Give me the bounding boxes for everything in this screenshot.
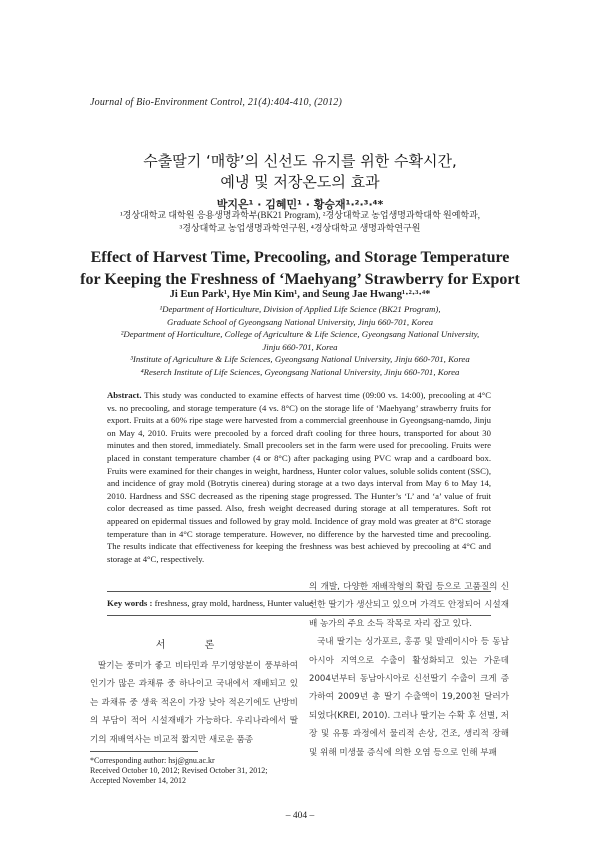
korean-authors: 박지은¹ · 김혜민¹ · 황승재¹·²·³·⁴* <box>216 198 384 211</box>
english-affiliations <box>60 303 540 378</box>
footnote-divider <box>90 751 198 752</box>
english-affiliation-line: ¹Department of Horticulture, Division of Applied Life Science (BK21 Program), <box>159 304 441 314</box>
keywords-text: freshness, gray mold, hardness, Hunter value <box>154 598 313 608</box>
corresponding-author: *Corresponding author: hsj@gnu.ac.kr <box>90 756 215 765</box>
page-number: – 404 – <box>285 811 315 821</box>
english-affiliation-line: Graduate School of Gyeongsang National University, Jinju 660-701, Korea <box>167 316 433 327</box>
english-affiliation-line: Jinju 660-701, Korea <box>262 341 338 352</box>
section-heading-introduction: 서 론 <box>155 640 233 651</box>
english-title-line-1: Effect of Harvest Time, Precooling, and Storage Temperature <box>90 249 510 266</box>
english-title-line-2: for Keeping the Freshness of ‘Maehyang’ Strawberry for Export <box>80 271 520 288</box>
right-column-text <box>309 578 509 762</box>
abstract-text: This study was conducted to examine effects of harvest time (09:00 vs. 14:00), precooling at 4°C vs. no precooling, and storage temperature (4 vs. 8°C) on the storage life of ‘Maehyang’ strawberry fruits for export. Fruits at a 60% ripe stage were harvested from a commercial greenhouse in Gyeongsang-namdo, Jinju on May 4, 2010. Fruits were precooled by a forced draft cooling for three hours, transported for about 30 minutes and then stored, immediately. Small precoolers set in the farm were used for precooling. Fruits were placed in constant temperature chamber (4 or 8°C) after packaging using PVC wrap and a cardboard box. Fruits were examined for their changes in weight, hardness, Hunter color values, soluble solids content (SSC), and incidence of gray mold (Botrytis cinerea) during storage at a two days interval from May 6 to May 14, 2010. Hardness and SSC decreased as the ripening stage progressed. The Hunter’s ‘L’ and ‘a’ value of fruit color decreased as time passed. Also, fresh weight decreased during storage at all temperatures. Soft rot appeared on epidermal tissues and followed by gray mold. Incidence of gray mold was greater at 8°C storage temperature than in 4°C storage temperature. However, no difference by the harvested time and precooling. The results indicate that effectiveness for keeping the freshness was best achieved by precooling at 4°C and storage at 4°C, respectively. <box>107 390 492 564</box>
right-column-paragraph: 의 개발, 다양한 재배작형의 확립 등으로 고품질의 신선한 딸기가 생산되고 있으며 가격도 안정되어 시설재배 농가의 주요 소득 작목로 자리 잡고 있다. <box>309 582 509 629</box>
korean-title-line-2: 예냉 및 저장온도의 효과 <box>220 173 380 191</box>
left-column-text: 딸기는 풍미가 좋고 비타민과 무기영양분이 풍부하여 인기가 많은 과채류 중 하나이고 국내에서 재배되고 있는 과채류 중 생육 적온이 가장 낮아 적온기에도 난방비의 부담이 적어 시설재배가 가능하다. 우리나라에서 딸기의 재배역사는 비교적 짧지만 새로운 품종 <box>90 661 298 745</box>
keywords-label: Key words : <box>107 598 153 608</box>
abstract <box>107 389 491 565</box>
right-column-paragraph: 국내 딸기는 싱가포르, 홍콩 및 말레이시아 등 동남아시아 지역으로 수출이 활성화되고 있는 가운데 2004년부터 동남아시아로 신선딸기 수출이 크게 증가하여 2009년 총 딸기 수출액이 19,200천 달러가 되었다(KREI, 2010). 그러나 딸기는 수확 후 선별, 저장 및 유통 과정에서 물리적 손상, 건조, 생리적 장해 및 위해 미생물 증식에 의한 오염 등으로 인해 부패 <box>309 637 509 758</box>
journal-citation: Journal of Bio-Environment Control, 21(4):404-410, (2012) <box>90 97 343 108</box>
korean-affiliation-line: ³경상대학교 농업생명과학연구원, ⁴경상대학교 생명과학연구원 <box>179 223 421 233</box>
korean-title-line-1: 수출딸기 ‘매향’의 신선도 유지를 위한 수확시간, <box>143 152 457 170</box>
received-dates: Received October 10, 2012; Revised October 31, 2012; <box>90 766 268 775</box>
korean-affiliations <box>0 209 600 235</box>
korean-affiliation-line: ¹경상대학교 대학원 응용생명과학부(BK21 Program), ²경상대학교 농업생명과학대학 원예학과, <box>119 210 481 220</box>
abstract-label: Abstract. <box>107 390 142 400</box>
english-title <box>0 247 600 291</box>
footnote <box>90 756 300 786</box>
english-affiliation-line: ³Institute of Agriculture & Life Sciences, Gyeongsang National University, Jinju 660-701, Korea <box>130 354 470 364</box>
english-affiliation-line: ⁴Reserch Institute of Life Sciences, Gyeongsang National University, Jinju 660-701, Korea <box>140 366 460 377</box>
english-authors: Ji Eun Park¹, Hye Min Kim¹, and Seung Jae Hwang¹·²·³·⁴* <box>169 289 431 300</box>
accepted-date: Accepted November 14, 2012 <box>90 776 186 785</box>
english-affiliation-line: ²Department of Horticulture, College of Agriculture & Life Science, Gyeongsang National University, <box>120 329 480 339</box>
